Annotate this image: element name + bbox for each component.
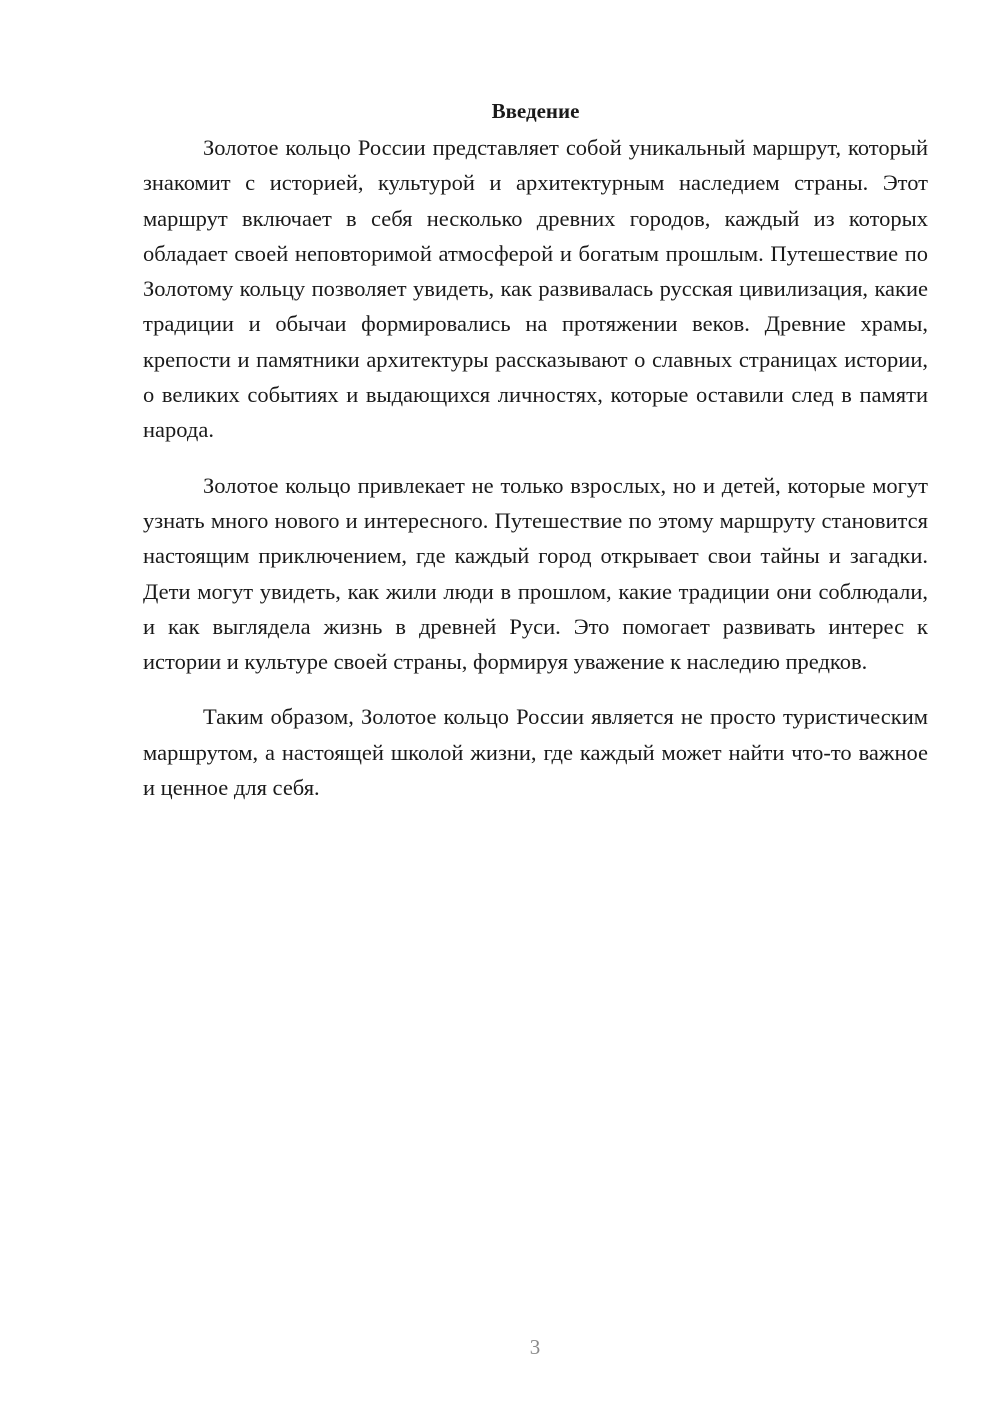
paragraph-intro: Золотое кольцо России представляет собой уникальный маршрут, который знакомит с историей, культурой и архитектурным наследием страны. Этот маршрут включает в себя несколько древних городов, каждый из которых обладает своей неповторимой атмосферой и богатым прошлым. Путешествие по Золотому кольцу позволяет увидеть, как развивалась русская цивилизация, какие традиции и обычаи формировались на протяжении веков. Древние храмы, крепости и памятники архитектуры рассказывают о славных страницах истории, о великих событиях и выдающихся личностях, которые оставили след в памяти народа. xyxy=(143,135,928,443)
paragraph-conclusion: Таким образом, Золотое кольцо России является не просто туристическим маршрутом, а настоящей школой жизни, где каждый может найти что-то важное и ценное для себя. xyxy=(143,704,928,801)
paragraph-children: Золотое кольцо привлекает не только взрослых, но и детей, которые могут узнать много нового и интересного. Путешествие по этому маршруту становится настоящим приключением, где каждый город открывает свои тайны и загадки. Дети могут увидеть, как жили люди в прошлом, какие традиции они соблюдали, и как выглядела жизнь в древней Руси. Это помогает развивать интерес к истории и культуре своей страны, формируя уважение к наследию предков. xyxy=(143,472,928,675)
section-title: Введение xyxy=(491,99,580,123)
page-content xyxy=(143,94,928,825)
page-number: 3 xyxy=(529,1335,541,1359)
